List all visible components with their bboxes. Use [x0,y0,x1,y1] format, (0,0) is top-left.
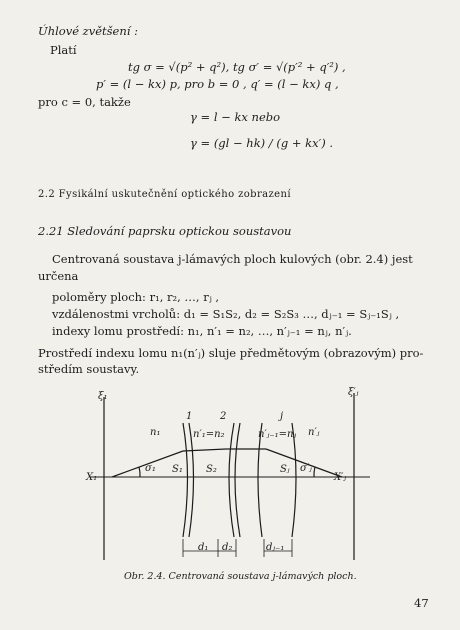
label-sigmaj: σ′ⱼ [300,463,312,474]
surface-1b [189,423,194,537]
section-heading-2-2: 2.2 Fysikální uskutečnění optického zobrazení [38,189,291,200]
paragraph-1-line-2: určena [38,269,79,283]
equation-gamma-1: γ = l − kx nebo [190,110,281,124]
surface-j [258,423,262,537]
equation-p-prime: p′ = (l − kx) p, pro b = 0 , q′ = (l − kx) q , [96,77,339,91]
list-item-indices: indexy lomu prostředí: n₁, n′₁ = n₂, …, n′ⱼ₋₁ = nⱼ, n′ⱼ. [52,324,352,338]
list-item-radii: poloměry ploch: r₁, r₂, …, rⱼ , [52,290,220,304]
header-label: Úhlové zvětšení : [38,24,138,38]
label-surface-1: 1 [186,411,193,422]
label-djm1: dⱼ₋₁ [266,542,285,553]
list-item-distances: vzdálenostmi vrcholů: d₁ = S₁S₂, d₂ = S₂S₃ …, dⱼ₋₁ = Sⱼ₋₁Sⱼ , [52,307,400,321]
surface-2 [229,423,234,537]
label-njp: n′ⱼ [308,427,320,438]
label-Xj: X′ⱼ [334,472,347,483]
label-S2: S₂ [206,464,217,475]
label-sigma1: σ₁ [145,463,156,474]
label-n1: n₁ [150,427,161,438]
ray-segment [183,449,226,451]
label-S1: S₁ [172,464,183,475]
surface-1 [183,423,188,537]
optical-system-figure [0,385,460,575]
paragraph-1-line-1: Centrovaná soustava j-lámavých ploch kulových (obr. 2.4) jest [52,252,413,266]
label-d1: d₁ [198,542,209,553]
figure-caption: Obr. 2.4. Centrovaná soustava j-lámavých ploch. [124,571,357,582]
paragraph-2-line-1: Prostředí indexu lomu n₁(n′ⱼ) sluje předmětovým (obrazovým) pro- [38,346,424,360]
label-X1: X₁ [86,472,98,483]
text-pro-c: pro c = 0, takže [38,95,131,109]
paragraph-2-line-2: středím soustavy. [38,362,140,376]
section-heading-2-21: 2.21 Sledování paprsku optickou soustavou [38,224,292,238]
surface-2b [235,423,240,537]
angle-arc-sigma1 [139,467,140,477]
surface-jb [292,423,296,537]
label-surface-2: 2 [220,411,227,422]
label-Sj: Sⱼ [280,464,290,475]
label-xi1: ξ₁ [98,391,108,402]
equation-tg-sigma: tg σ = √(p² + q²), tg σ′ = √(p′² + q′²) , [128,60,346,74]
label-d2: d₂ [222,542,233,553]
page-number: 47 [414,596,429,610]
text-plati: Platí [50,43,77,57]
label-njm1: n′ⱼ₋₁=nⱼ [258,429,297,440]
angle-arc-sigmaj [314,467,315,477]
equation-gamma-2: γ = (gl − hk) / (g + kx′) . [190,136,333,150]
label-xij: ξ′ⱼ [348,387,359,398]
label-n1p-n2: n′₁=n₂ [193,429,225,440]
label-surface-j: j [280,411,284,422]
